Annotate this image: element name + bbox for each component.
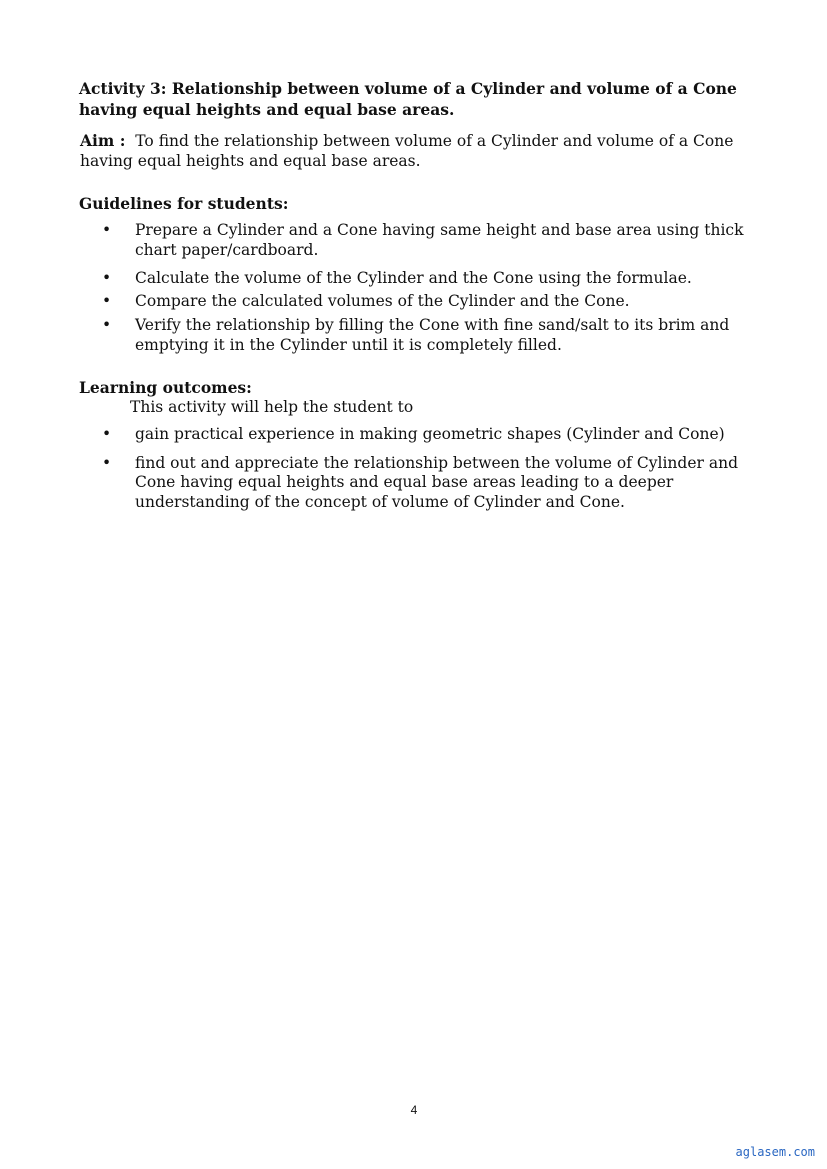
list-item [100,316,750,355]
outcomes-intro: This activity will help the student to [130,398,414,416]
list-item [100,454,750,513]
aim-text: To find the relationship between volume of a Cylinder and volume of a Cone having equal heights and equal base areas. [80,132,734,170]
outcomes-title: Learning outcomes: [79,378,252,397]
list-item [100,269,750,289]
activity-title: Activity 3: Relationship between volume of a Cylinder and volume of a Cone having equal heights and equal base areas. [79,79,737,119]
list-item [100,292,750,312]
page-number: 4 [410,1103,418,1117]
list-item-text: find out and appreciate the relationship between the volume of Cylinder and Cone having equal heights and equal base areas leading to a deeper understanding of the concept of volume of Cylinder and Cone. [135,453,738,511]
bullet-icon: • [102,453,112,472]
list-item-text: Prepare a Cylinder and a Cone having same height and base area using thick chart paper/cardboard. [135,221,744,259]
bullet-icon: • [102,221,112,239]
watermark-text: aglasem.com [735,1145,815,1159]
list-item [100,221,750,260]
list-item-text: Verify the relationship by filling the Cone with fine sand/salt to its brim and emptying it in the Cylinder until it is completely filled. [135,316,730,354]
bullet-icon: • [102,269,112,287]
bullet-icon: • [102,425,112,443]
list-item-text: Compare the calculated volumes of the Cylinder and the Cone. [135,291,630,310]
aim-label: Aim : [80,131,126,150]
bullet-icon: • [102,316,112,334]
guidelines-list [100,221,750,355]
list-item-text: gain practical experience in making geometric shapes (Cylinder and Cone) [135,425,725,443]
list-item [100,425,750,445]
aim-paragraph [80,131,740,171]
list-item-text: Calculate the volume of the Cylinder and the Cone using the formulae. [135,269,692,287]
bullet-icon: • [102,291,112,310]
outcomes-list [100,425,750,512]
guidelines-title: Guidelines for students: [79,194,289,213]
